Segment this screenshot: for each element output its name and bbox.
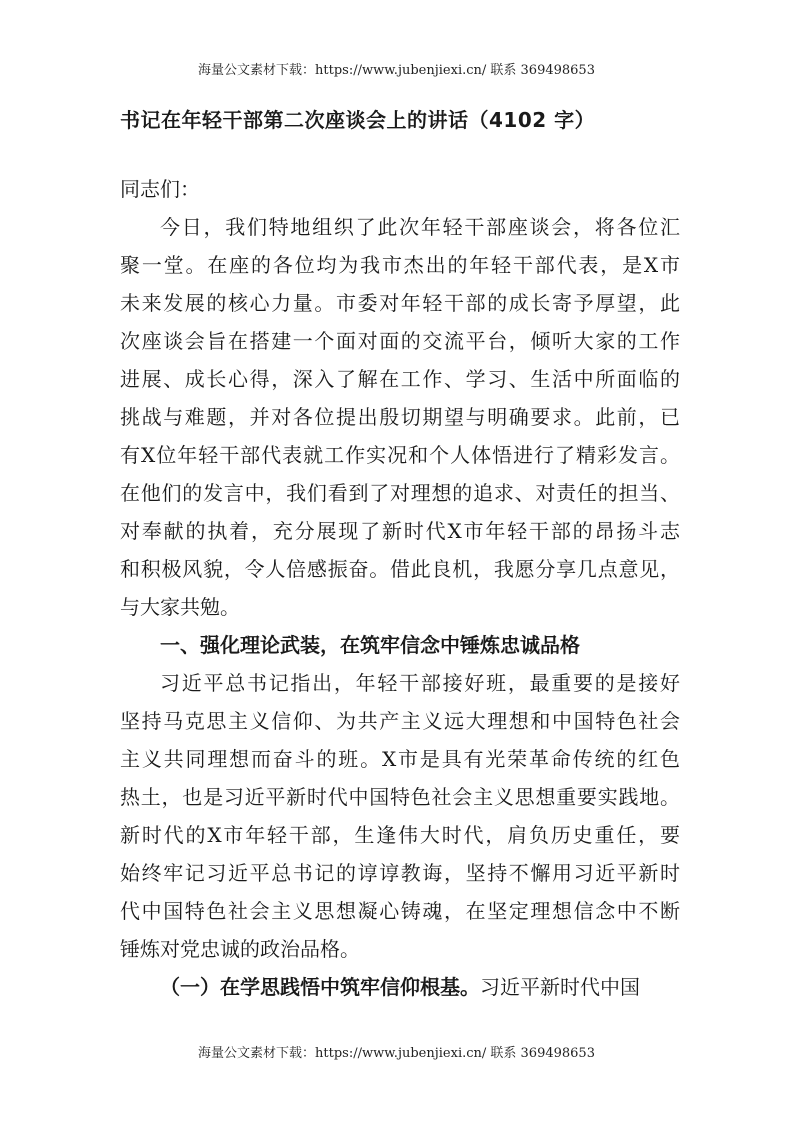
subsection-line (120, 968, 680, 1006)
paragraph-line: 习近平总书记指出，年轻干部接好班，最重要的是接好 (160, 671, 680, 695)
paragraph-line: 代中国特色社会主义思想凝心铸魂，在坚定理想信念中不断 (120, 899, 680, 923)
paragraph-line: 锤炼对党忠诚的政治品格。 (120, 937, 360, 961)
paragraph-line: 进展、成长心得，深入了解在工作、学习、生活中所面临的 (120, 367, 680, 391)
paragraph-line: 始终牢记习近平总书记的谆谆教诲，坚持不懈用习近平新时 (120, 861, 680, 885)
page-header: 海量公文素材下载：https://www.jubenjiexi.cn/ 联系 369498653 (198, 63, 595, 78)
paragraph-line: 坚持马克思主义信仰、为共产主义远大理想和中国特色社会 (120, 709, 680, 733)
paragraph-line: 在他们的发言中，我们看到了对理想的追求、对责任的担当、 (120, 481, 680, 505)
document-title: 书记在年轻干部第二次座谈会上的讲话（4102 字） (120, 108, 596, 132)
paragraph-line: 聚一堂。在座的各位均为我市杰出的年轻干部代表，是X市 (120, 253, 680, 277)
paragraph-line: 对奉献的执着，充分展现了新时代X市年轻干部的昂扬斗志 (120, 519, 680, 543)
subsection-text: 习近平新时代中国 (480, 975, 640, 999)
salutation: 同志们： (120, 177, 200, 201)
section-heading: 一、强化理论武装，在筑牢信念中锤炼忠诚品格 (160, 633, 580, 657)
paragraph-line: 热土，也是习近平新时代中国特色社会主义思想重要实践地。 (120, 785, 680, 809)
paragraph-line: 挑战与难题，并对各位提出殷切期望与明确要求。此前，已 (120, 405, 680, 429)
paragraph-line: 有X位年轻干部代表就工作实况和个人体悟进行了精彩发言。 (120, 443, 680, 467)
paragraph-line: 次座谈会旨在搭建一个面对面的交流平台，倾听大家的工作 (120, 329, 680, 353)
paragraph-line: 今日，我们特地组织了此次年轻干部座谈会，将各位汇 (160, 215, 680, 239)
document-body (120, 170, 680, 1006)
page-footer: 海量公文素材下载：https://www.jubenjiexi.cn/ 联系 369498653 (198, 1046, 595, 1061)
paragraph-line: 与大家共勉。 (120, 595, 240, 619)
paragraph-line: 未来发展的核心力量。市委对年轻干部的成长寄予厚望，此 (120, 291, 680, 315)
paragraph-line: 主义共同理想而奋斗的班。X市是具有光荣革命传统的红色 (120, 747, 680, 771)
paragraph-line: 和积极风貌，令人倍感振奋。借此良机，我愿分享几点意见， (120, 557, 680, 581)
subsection-heading: （一）在学思践悟中筑牢信仰根基。 (160, 975, 480, 999)
paragraph-line: 新时代的X市年轻干部，生逢伟大时代，肩负历史重任，要 (120, 823, 680, 847)
